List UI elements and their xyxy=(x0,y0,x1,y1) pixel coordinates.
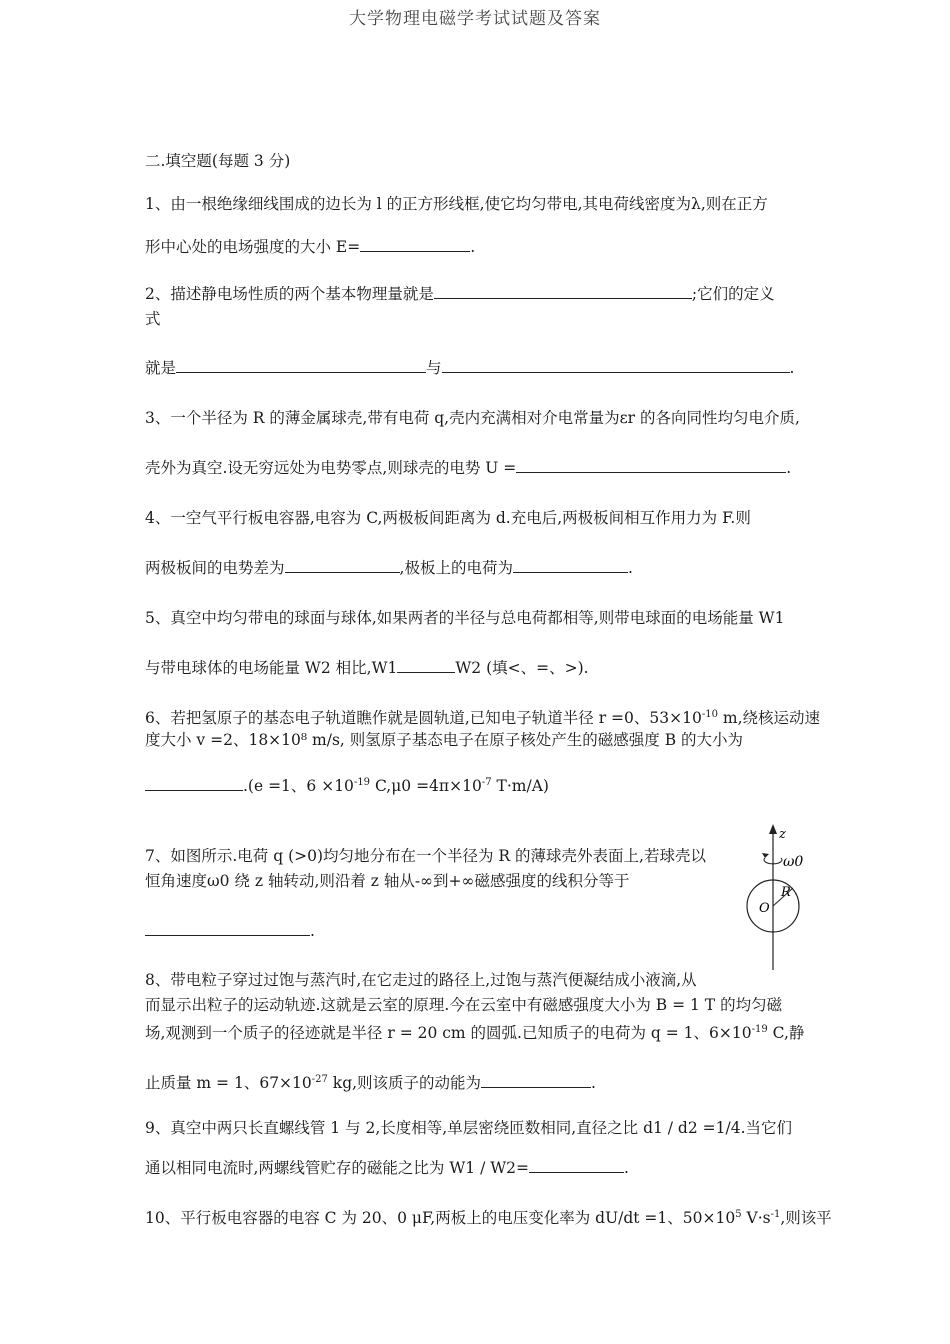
q8-line1: 8、带电粒子穿过过饱与蒸汽时,在它走过的路径上,过饱与蒸汽便凝结成小液滴,从 xyxy=(145,971,697,989)
q9-line2-text: 通以相同电流时,两螺线管贮存的磁能之比为 W1 / W2= xyxy=(145,1159,530,1177)
q10-exp-2: -1 xyxy=(770,1209,781,1220)
q10-exp-1: 5 xyxy=(735,1209,742,1220)
section-title: 二.填空题(每题 3 分) xyxy=(145,152,291,170)
q4-answer-blank-1[interactable] xyxy=(285,558,400,573)
center-label: O xyxy=(759,901,770,916)
q2-line2-and: 与 xyxy=(426,359,442,377)
q10-line1-text: 10、平行板电容器的电容 C 为 20、0 μF,两板上的电压变化率为 dU/dt =1、50×10 xyxy=(145,1209,736,1228)
q4-line2-text: 两极板间的电势差为 xyxy=(145,559,285,577)
q1-period: . xyxy=(470,238,476,256)
q2-answer-blank-3[interactable] xyxy=(442,358,790,373)
q8-line3-text: 场,观测到一个质子的径迹就是半径 r = 20 cm 的圆弧.已知质子的电荷为 q = 1、6×10 xyxy=(145,1024,752,1043)
q2-line1 xyxy=(145,284,775,304)
q7-line1: 7、如图所示.电荷 q (>0)均匀地分布在一个半径为 R 的薄球壳外表面上,若球壳以 xyxy=(145,847,706,865)
q8-exp-2: -27 xyxy=(311,1074,328,1085)
q1-answer-blank[interactable] xyxy=(360,237,470,252)
q6-line1-tail: m,绕核运动速 xyxy=(717,709,821,728)
q6-exp-2: -19 xyxy=(353,777,371,788)
q4-line2-mid: ,极板上的电荷为 xyxy=(399,559,513,577)
omega-label: ω0 xyxy=(783,854,804,870)
q9-period: . xyxy=(624,1159,629,1177)
q5-line2 xyxy=(145,658,589,678)
q8-line2: 而显示出粒子的运动轨迹.这就是云室的原理.今在云室中有磁感强度大小为 B = 1 T 的均匀磁 xyxy=(145,996,783,1014)
q2-line1-text: 2、描述静电场性质的两个基本物理量就是 xyxy=(145,285,434,303)
q6-line3-tail: T·m/A) xyxy=(491,777,549,796)
q2-line1-tail: ;它们的定义 xyxy=(691,285,775,303)
q6-line3-mid: C,μ0 =4π×10 xyxy=(370,777,482,796)
page-header: 大学物理电磁学考试试题及答案 xyxy=(349,9,601,29)
q1-line1: 1、由一根绝缘细线围成的边长为 l 的正方形线框,使它均匀带电,其电荷线密度为λ,则在正方 xyxy=(145,195,768,213)
q10-line1-tail: ,则该平 xyxy=(780,1209,832,1228)
q6-line1-text: 6、若把氢原子的基态电子轨道瞧作就是圆轨道,已知电子轨道半径 r =0、53×10 xyxy=(145,709,702,728)
q6-line1 xyxy=(145,705,820,728)
q8-exp-1: -19 xyxy=(751,1024,768,1035)
q3-line1: 3、一个半径为 R 的薄金属球壳,带有电荷 q,壳内充满相对介电常量为εr 的各向同性均匀电介质, xyxy=(145,409,800,427)
q10-line1 xyxy=(145,1205,832,1228)
q5-line1: 5、真空中均匀带电的球面与球体,如果两者的半径与总电荷都相等,则带电球面的电场能量 W1 xyxy=(145,609,785,627)
q3-line2 xyxy=(145,458,791,478)
q6-line3-text: .(e =1、6 ×10 xyxy=(243,777,354,796)
q8-line3 xyxy=(145,1020,804,1043)
q7-line2: 恒角速度ω0 绕 z 轴转动,则沿着 z 轴从-∞到+∞磁感强度的线积分等于 xyxy=(145,872,630,890)
q6-exp-3: -7 xyxy=(481,777,492,788)
q3-line2-text: 壳外为真空.设无穷远处为电势零点,则球壳的电势 U = xyxy=(145,459,517,477)
q5-answer-blank[interactable] xyxy=(397,658,455,673)
q8-line4-mid: kg,则该质子的动能为 xyxy=(327,1074,482,1093)
z-axis-label: z xyxy=(779,827,786,842)
q9-line2 xyxy=(145,1158,629,1178)
q9-line1: 9、真空中两只长直螺线管 1 与 2,长度相等,单层密绕匝数相同,直径之比 d1 / d2 =1/4.当它们 xyxy=(145,1119,793,1137)
q5-line2-text: 与带电球体的电场能量 W2 相比,W1 xyxy=(145,659,398,677)
q4-answer-blank-2[interactable] xyxy=(513,558,628,573)
q7-line3 xyxy=(145,921,315,941)
q3-period: . xyxy=(786,459,792,477)
q3-answer-blank[interactable] xyxy=(516,458,786,473)
q6-line3 xyxy=(145,773,549,796)
q4-period: . xyxy=(627,559,633,577)
q2-line2 xyxy=(145,358,794,378)
q2-answer-blank-2[interactable] xyxy=(176,358,426,373)
q9-answer-blank[interactable] xyxy=(529,1158,624,1173)
q6-answer-blank[interactable] xyxy=(145,776,243,791)
q8-line4-text: 止质量 m = 1、67×10 xyxy=(145,1074,312,1093)
radius-label: R xyxy=(781,885,791,900)
z-axis-arrow xyxy=(769,824,777,834)
q4-line1: 4、一空气平行板电容器,电容为 C,两极板间距离为 d.充电后,两极板间相互作用力为 F.则 xyxy=(145,509,751,527)
q8-line3-tail: C,静 xyxy=(767,1024,805,1043)
q6-exp-1: -10 xyxy=(701,709,718,720)
q2-line1-wrap: 式 xyxy=(145,310,161,328)
q5-line2-tail: W2 (填<、=、>). xyxy=(455,659,589,677)
q4-line2 xyxy=(145,558,633,578)
q2-answer-blank-1[interactable] xyxy=(434,284,692,299)
q7-period: . xyxy=(310,922,315,940)
q8-period: . xyxy=(591,1074,596,1093)
q1-line2 xyxy=(145,237,475,257)
q7-answer-blank[interactable] xyxy=(145,921,310,936)
q2-line2-text: 就是 xyxy=(145,359,177,377)
q6-line2: 度大小 v =2、18×10⁸ m/s, 则氢原子基态电子在原子核处产生的磁感强度 B 的大小为 xyxy=(145,731,744,749)
q8-answer-blank[interactable] xyxy=(481,1073,591,1088)
q1-line2-text: 形中心处的电场强度的大小 E= xyxy=(145,238,361,256)
q7-figure xyxy=(735,822,815,972)
q2-period: . xyxy=(789,359,795,377)
q8-line4 xyxy=(145,1070,596,1093)
rotation-arrow-icon xyxy=(762,853,769,858)
q10-line1-mid: V·s xyxy=(741,1209,771,1228)
